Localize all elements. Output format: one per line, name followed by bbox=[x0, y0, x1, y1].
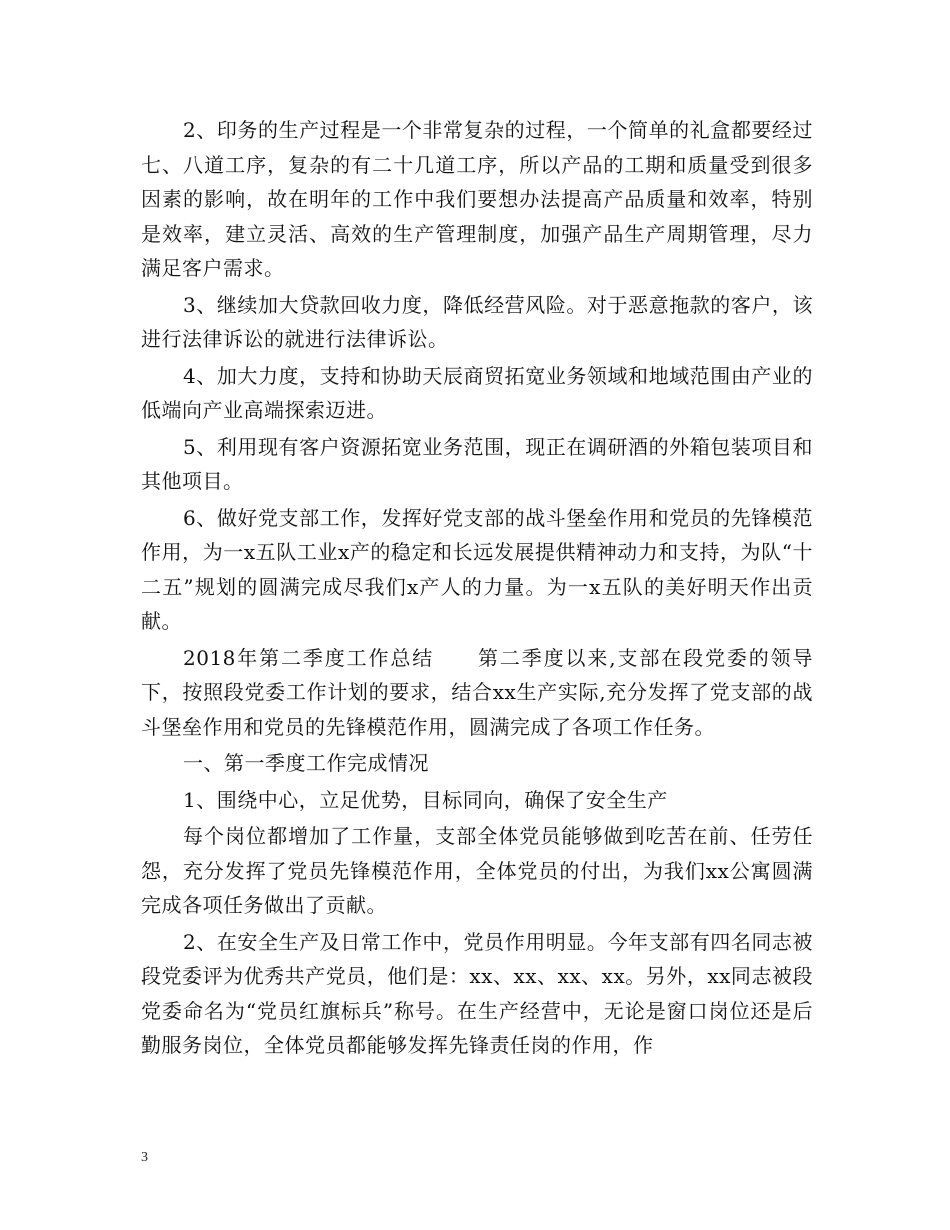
paragraph-1: 2、印务的生产过程是一个非常复杂的过程，一个简单的礼盒都要经过七、八道工序，复杂的有二十几道工序，所以产品的工期和质量受到很多因素的影响，故在明年的工作中我们要想办法提高产品质量和效率，特别是效率，建立灵活、高效的生产管理制度，加强产品生产周期管理，尽力满足客户需求。 bbox=[141, 118, 813, 280]
paragraph-4: 5、利用现有客户资源拓宽业务范围，现正在调研酒的外箱包装项目和其他项目。 bbox=[141, 434, 813, 493]
paragraph-2: 3、继续加大贷款回收力度，降低经营风险。对于恶意拖款的客户，该进行法律诉讼的就进行法律诉讼。 bbox=[141, 292, 813, 351]
paragraph-6: 2018年第二季度工作总结 第二季度以来,支部在段党委的领导下，按照段党委工作计划的要求，结合xx生产实际,充分发挥了党支部的战斗堡垒作用和党员的先锋模范作用，圆满完成了各项工作任务。 bbox=[141, 645, 813, 739]
paragraph-5: 6、做好党支部工作，发挥好党支部的战斗堡垒作用和党员的先锋模范作用，为一x五队工业x产的稳定和长远发展提供精神动力和支持，为队“十二五”规划的圆满完成尽我们x产人的力量。为一x五队的美好明天作出贡献。 bbox=[141, 505, 813, 633]
section-heading: 一、第一季度工作完成情况 bbox=[183, 751, 429, 775]
subsection-heading: 1、围绕中心，立足优势，目标同向，确保了安全生产 bbox=[183, 787, 668, 812]
paragraph-3: 4、加大力度，支持和协助天辰商贸拓宽业务领域和地域范围由产业的低端向产业高端探索迈进。 bbox=[141, 363, 813, 422]
document-body bbox=[141, 113, 813, 1065]
paragraph-7: 每个岗位都增加了工作量，支部全体党员能够做到吃苦在前、任劳任怨，充分发挥了党员先锋模范作用，全体党员的付出，为我们xx公寓圆满完成各项任务做出了贡献。 bbox=[141, 824, 813, 917]
paragraph-8: 2、在安全生产及日常工作中，党员作用明显。今年支部有四名同志被段党委评为优秀共产党员，他们是：xx、xx、xx、xx。另外，xx同志被段党委命名为“党员红旗标兵”称号。在生产经营中，无论是窗口岗位还是后勤服务岗位，全体党员都能够发挥先锋责任岗的作用，作 bbox=[141, 929, 813, 1057]
page-number: 3 bbox=[141, 1150, 148, 1165]
